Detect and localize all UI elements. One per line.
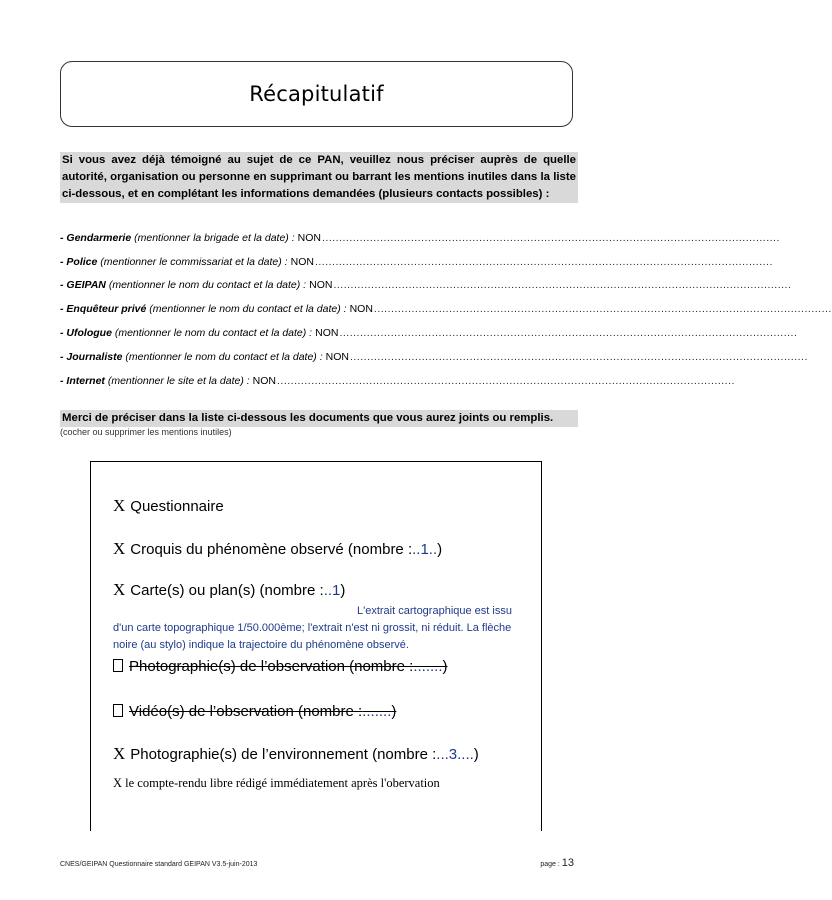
doc-photo-environnement[interactable]: [113, 744, 479, 764]
contact-row-journaliste[interactable]: [60, 339, 808, 363]
contact-value[interactable]: NON: [349, 303, 373, 316]
page-number: 13: [561, 857, 574, 869]
doc-count[interactable]: .......: [362, 703, 392, 720]
check-mark[interactable]: X: [113, 539, 126, 558]
documents-box: [90, 461, 542, 831]
contact-row-gendarmerie[interactable]: [60, 220, 780, 244]
contact-row-ufologue[interactable]: [60, 315, 798, 339]
contact-hint: (mentionner la brigade et la date) :: [131, 231, 295, 244]
dotted-leader: ......................................................................................................................................: [333, 279, 792, 292]
contact-label: - Enquêteur privé: [60, 303, 147, 316]
paren: ): [473, 746, 479, 763]
contact-hint: (mentionner le nom du contact et la date) :: [122, 350, 323, 363]
contact-value[interactable]: NON: [252, 374, 277, 387]
contact-value[interactable]: NON: [309, 279, 333, 292]
paren: ): [437, 541, 443, 558]
doc-photo-observation[interactable]: [113, 658, 448, 675]
contact-value[interactable]: NON: [315, 326, 339, 339]
carte-note-text: L'extrait cartographique est issu d'un carte topographique 1/50.000ème; l'extrait n'est ni grossit, ni réduit. La flèche noire (au stylo) indique la trajectoire du phénomène observé.: [113, 605, 512, 651]
doc-label: Carte(s) ou plan(s) (nombre :: [130, 582, 324, 599]
carte-note: [113, 603, 533, 654]
doc-label: Questionnaire: [130, 498, 224, 515]
contact-label: - Ufologue: [60, 326, 112, 339]
doc-count[interactable]: ..1..: [412, 541, 438, 558]
contact-row-police[interactable]: [60, 244, 773, 268]
paren: ): [442, 658, 448, 675]
intro-text: Si vous avez déjà témoigné au sujet de ce PAN, veuillez nous préciser auprès de quelle autorité, organisation ou personne en supprimant ou barrant les mentions inutiles dans la liste ci-dessous, et en complétant les informations demandées (plusieurs contacts possibles) :: [62, 154, 576, 200]
dotted-leader: ......................................................................................................................................: [321, 231, 780, 244]
checkbox-icon[interactable]: [113, 659, 123, 672]
dotted-leader: ......................................................................................................................................: [277, 374, 735, 387]
dotted-leader: ......................................................................................................................................: [373, 303, 832, 316]
doc-carte[interactable]: [113, 580, 345, 600]
footer-document-id: CNES/GEIPAN Questionnaire standard GEIPAN V3.5-juin-2013: [60, 861, 258, 868]
doc-count[interactable]: ...3....: [436, 746, 474, 763]
doc-video-observation[interactable]: [113, 703, 396, 720]
documents-heading: Merci de préciser dans la liste ci-dessous les documents que vous aurez joints ou remplis.: [60, 410, 578, 427]
checkbox-icon[interactable]: [113, 704, 123, 717]
contact-hint: (mentionner le nom du contact et la date) :: [105, 279, 307, 292]
contact-value[interactable]: NON: [325, 350, 349, 363]
doc-count[interactable]: .......: [413, 658, 443, 675]
check-mark[interactable]: X: [113, 496, 126, 515]
doc-label: Photographie(s) de l’observation (nombre :: [129, 658, 414, 675]
contact-hint: (mentionner le nom du contact et la date) :: [146, 303, 347, 316]
doc-compte-rendu[interactable]: X le compte-rendu libre rédigé immédiatement après l'obervation: [113, 776, 440, 790]
page-label: page :: [540, 861, 562, 868]
contact-hint: (mentionner le site et la date) :: [104, 374, 250, 387]
paren: ): [391, 703, 397, 720]
title-box: [60, 61, 573, 127]
contact-label: - Police: [60, 255, 98, 268]
doc-croquis[interactable]: [113, 539, 442, 559]
paren: ): [340, 582, 346, 599]
dotted-leader: ......................................................................................................................................: [349, 350, 808, 363]
contact-value[interactable]: NON: [297, 231, 321, 244]
contact-label: - Internet: [60, 374, 105, 387]
doc-label: Vidéo(s) de l’observation (nombre :: [129, 703, 363, 720]
doc-label: Croquis du phénomène observé (nombre :: [130, 541, 413, 558]
doc-questionnaire[interactable]: [113, 496, 224, 516]
dotted-leader: ......................................................................................................................................: [339, 326, 798, 339]
doc-label: Photographie(s) de l’environnement (nombre :: [130, 746, 437, 763]
dotted-leader: ......................................................................................................................................: [314, 255, 773, 268]
contacts-list: [60, 220, 832, 387]
contact-hint: (mentionner le nom du contact et la date) :: [111, 326, 313, 339]
page-title: Récapitulatif: [249, 82, 384, 106]
contact-value[interactable]: NON: [290, 255, 314, 268]
intro-heading: [60, 152, 578, 203]
check-mark[interactable]: X: [113, 744, 126, 763]
documents-subheading: (cocher ou supprimer les mentions inutiles): [60, 427, 232, 437]
contact-label: - Gendarmerie: [60, 231, 132, 244]
contact-hint: (mentionner le commissariat et la date) :: [97, 255, 288, 268]
check-mark[interactable]: X: [113, 580, 126, 599]
contact-row-internet[interactable]: [60, 363, 735, 387]
contact-label: - GEIPAN: [60, 279, 106, 292]
contact-row-geipan[interactable]: [60, 268, 792, 292]
footer-page-number: [540, 857, 574, 869]
contact-row-enqueteur[interactable]: [60, 291, 832, 316]
contact-label: - Journaliste: [60, 350, 123, 363]
doc-count[interactable]: ..1: [323, 582, 341, 599]
